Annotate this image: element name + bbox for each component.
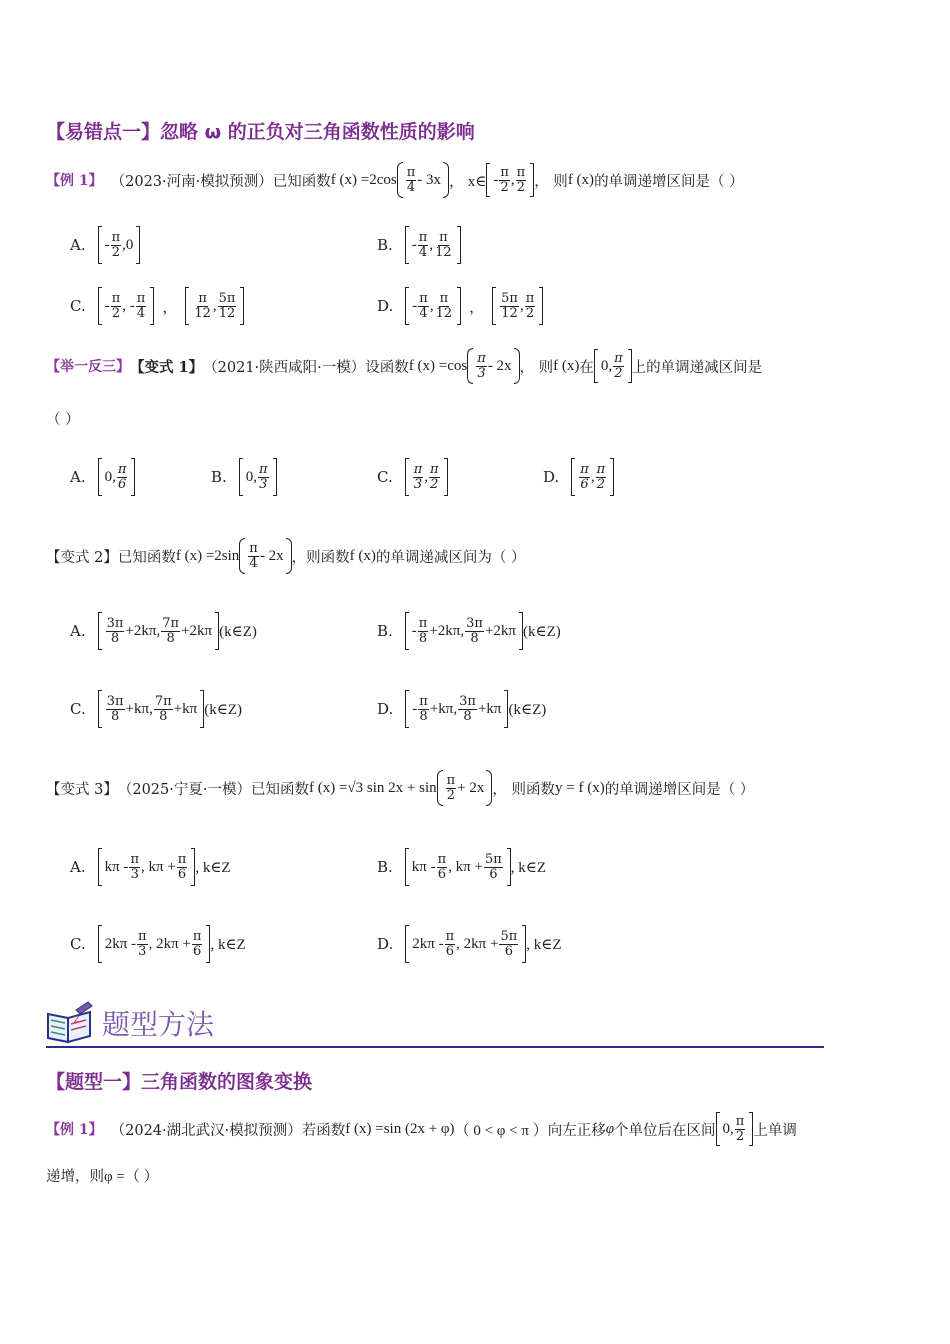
example1-option-b[interactable]: B. - $\frac{\pi}{4}$ , $\frac{\pi}{12}$: [377, 226, 461, 264]
type1-example1-source: （2024·湖北武汉·模拟预测）若函数: [110, 1122, 346, 1139]
variant2-tag: 【变式 2】: [46, 549, 118, 566]
variant3-option-b[interactable]: B. kπ - $\frac{\pi}{6}$ , kπ + $\frac{5\pi}{6}$ , k∈Z: [377, 848, 546, 886]
variant2-fx: f (x) =2sin: [175, 547, 240, 564]
method-title: 题型方法: [102, 1008, 215, 1041]
type1-example1-question: 【例 1】 （2024·湖北武汉·模拟预测）若函数 f (x) =sin (2x + φ) （ 0 < φ < π ） 向左正移 φ 个单位后在区间 0, $\frac{\pi}{2}$ 上单调: [46, 1112, 797, 1146]
type1-example1-units: 个单位后在区间: [614, 1122, 716, 1139]
variant2-inner: - 2x: [259, 547, 284, 564]
variant2-option-a[interactable]: A. $\frac{3\pi}{8}$ +2kπ, $\frac{7\pi}{8}$ +2kπ (k∈Z): [70, 612, 257, 650]
variant2-option-c[interactable]: C. $\frac{3\pi}{8}$ +kπ, $\frac{7\pi}{8}$ +kπ (k∈Z): [70, 690, 242, 728]
example1-fx: f (x) =2cos: [330, 171, 397, 188]
type1-example1-tag: 【例 1】: [46, 1122, 103, 1138]
method-divider: [46, 1046, 824, 1048]
variant3-fx: f (x) =√3 sin 2x + sin: [308, 779, 437, 796]
type1-example1-phi: φ: [605, 1120, 615, 1137]
variant1-inner: - 2x: [487, 357, 512, 374]
variant1-fx: f (x) =cos: [408, 357, 468, 374]
variant1-paren: （ ）: [46, 412, 80, 428]
variant3-tag: 【变式 3】: [46, 781, 118, 798]
variant2-question: 【变式 2】 已知函数 f (x) =2sin $\frac{\pi}{4}$ - 2x ，则函数 f (x) 的单调递减区间为（ ）: [46, 538, 525, 574]
variant1-option-b[interactable]: B. 0, $\frac{\pi}{3}$: [211, 458, 277, 496]
example1-fx2: f (x): [567, 171, 595, 188]
variant1-tag-juyi: 【举一反三】: [46, 359, 130, 375]
variant3-option-a[interactable]: A. kπ - $\frac{\pi}{3}$ , kπ + $\frac{\pi}{6}$ , k∈Z: [70, 848, 231, 886]
type1-example1-cond: （ 0 < φ < π ）: [454, 1122, 548, 1139]
example1-domain-pre: ， x∈: [449, 173, 487, 190]
variant1-option-d[interactable]: D. $\frac{\pi}{6}$ , $\frac{\pi}{2}$: [543, 458, 614, 496]
variant1-then: ， 则: [519, 359, 554, 376]
variant1-question: 【举一反三】 【变式 1】 （2021·陕西咸阳·一模）设函数 f (x) =cos $\frac{\pi}{3}$ - 2x ， 则 f (x) 在 0, $\frac{\pi}{2}$ 上的单调递减区间是: [46, 348, 762, 384]
variant1-ask: 上的单调递减区间是: [631, 359, 763, 376]
example1-question: 【例 1】 （2023·河南·模拟预测）已知函数 f (x) =2cos $\frac{\pi}{4}$ - 3x ， x∈ - $\frac{\pi}{2}$ , $\frac{\pi}{2}$ ， 则 f (x) 的单调递增区间是（ ）: [46, 162, 744, 198]
example1-then: ， 则: [534, 173, 568, 190]
type1-example1-shift: 向左正移: [547, 1122, 606, 1139]
variant1-tag: 【变式 1】: [130, 358, 204, 376]
example1-ask: 的单调递增区间是（ ）: [594, 173, 744, 190]
variant2-ask: 的单调递减区间为（ ）: [375, 549, 526, 566]
variant2-option-d[interactable]: D. - $\frac{\pi}{8}$ +kπ, $\frac{3\pi}{8}$ +kπ (k∈Z): [377, 690, 546, 728]
type1-example1-ask: 上单调: [753, 1122, 797, 1139]
example1-source: （2023·河南·模拟预测）已知函数: [110, 173, 331, 190]
variant3-then: ， 则函数: [492, 781, 555, 798]
variant1-source: （2021·陕西咸阳·一模）设函数: [203, 359, 409, 376]
variant3-question: 【变式 3】 （2025·宁夏·一模）已知函数 f (x) =√3 sin 2x + sin $\frac{\pi}{2}$ + 2x ， 则函数 y = f (x) 的单调递增区间是（ ）: [46, 770, 754, 806]
variant1-in: 在: [579, 359, 594, 376]
variant2-option-b[interactable]: B. - $\frac{\pi}{8}$ +2kπ, $\frac{3\pi}{8}$ +2kπ (k∈Z): [377, 612, 561, 650]
example1-inner: - 3x: [417, 171, 441, 188]
section-title-error-point-1: 【易错点一】忽略 ω 的正负对三角函数性质的影响: [46, 121, 475, 143]
type1-example1-fx: f (x) =sin (2x + φ): [345, 1120, 455, 1137]
variant2-source: 已知函数: [117, 549, 176, 566]
variant1-fx2: f (x): [553, 357, 580, 374]
book-icon: [44, 1000, 96, 1050]
variant3-fx2: y = f (x): [555, 779, 605, 796]
variant1-option-a[interactable]: A. 0, $\frac{\pi}{6}$: [70, 458, 135, 496]
example1-option-d[interactable]: D. - $\frac{\pi}{4}$ , $\frac{\pi}{12}$ ， $\frac{5\pi}{12}$ , $\frac{\pi}{2}$: [377, 287, 543, 325]
variant3-ask: 的单调递增区间是（ ）: [604, 781, 755, 798]
variant2-then: ，则函数: [291, 549, 350, 566]
example1-tag: 【例 1】: [46, 173, 103, 189]
svg-text:Z: Z: [74, 1015, 80, 1024]
variant2-fx2: f (x): [349, 547, 376, 564]
type1-title: 【题型一】三角函数的图象变换: [46, 1071, 313, 1093]
type1-example1-line2: 递增，则 φ =（ ）: [46, 1169, 159, 1185]
example1-option-a[interactable]: A. - $\frac{\pi}{2}$ ,0: [70, 226, 140, 264]
variant3-source: （2025·宁夏·一模）已知函数: [117, 781, 309, 798]
variant3-option-c[interactable]: C. 2kπ - $\frac{\pi}{3}$ , 2kπ + $\frac{\pi}{6}$ , k∈Z: [70, 925, 246, 963]
variant3-option-d[interactable]: D. 2kπ - $\frac{\pi}{6}$ , 2kπ + $\frac{5\pi}{6}$ , k∈Z: [377, 925, 562, 963]
variant1-option-c[interactable]: C. $\frac{\pi}{3}$ , $\frac{\pi}{2}$: [377, 458, 448, 496]
example1-option-c[interactable]: C. - $\frac{\pi}{2}$ , - $\frac{\pi}{4}$ ， $\frac{\pi}{12}$ , $\frac{5\pi}{12}$: [70, 287, 244, 325]
variant3-inner: + 2x: [457, 779, 485, 796]
